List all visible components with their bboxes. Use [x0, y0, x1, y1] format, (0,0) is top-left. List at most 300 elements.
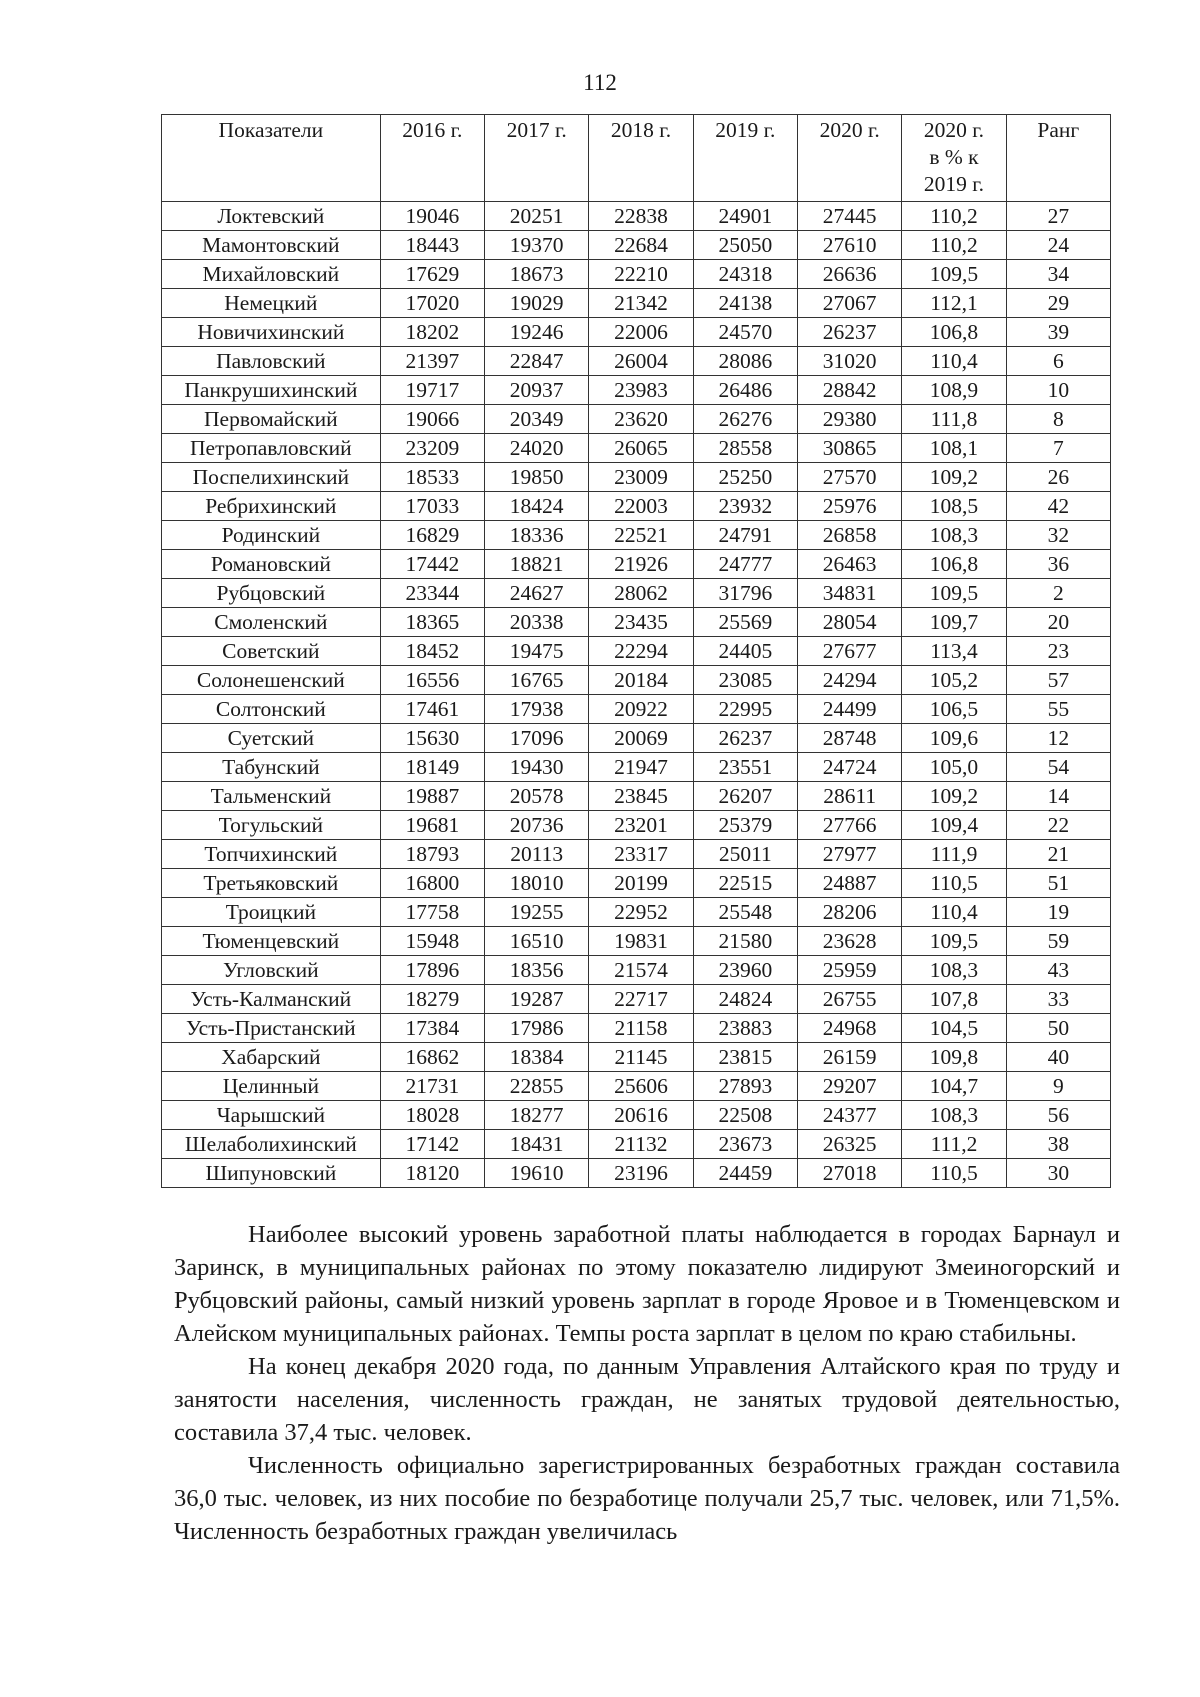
table-cell: 110,5 — [902, 869, 1006, 898]
table-row — [162, 289, 1111, 318]
district-name-cell: Солонешенский — [162, 666, 381, 695]
table-cell: 20616 — [589, 1101, 693, 1130]
table-cell: 24627 — [485, 579, 589, 608]
table-cell: 106,5 — [902, 695, 1006, 724]
table-cell: 55 — [1006, 695, 1110, 724]
paragraph: Наиболее высокий уровень заработной платы наблюдается в городах Барнаул и Заринск, в муниципальных районах по этому показателю лидируют Змеиногорский и Рубцовский районы, самый низкий уровень зарплат в городе Яровое и в Тюменцевском и Алейском муниципальных районах. Темпы роста зарплат в целом по краю стабильны. — [174, 1221, 1120, 1347]
table-cell: 24724 — [798, 753, 902, 782]
table-cell: 30865 — [798, 434, 902, 463]
table-cell: 22952 — [589, 898, 693, 927]
table-cell: 21 — [1006, 840, 1110, 869]
header-rank: Ранг — [1006, 115, 1110, 202]
district-name-cell: Шипуновский — [162, 1159, 381, 1188]
table-row — [162, 695, 1111, 724]
table-cell: 23960 — [693, 956, 797, 985]
table-cell: 24405 — [693, 637, 797, 666]
salary-table — [161, 114, 1111, 1188]
table-cell: 111,9 — [902, 840, 1006, 869]
table-cell: 26 — [1006, 463, 1110, 492]
district-name-cell: Троицкий — [162, 898, 381, 927]
table-cell: 23620 — [589, 405, 693, 434]
table-row — [162, 956, 1111, 985]
table-cell: 9 — [1006, 1072, 1110, 1101]
district-name-cell: Усть-Калманский — [162, 985, 381, 1014]
table-cell: 22508 — [693, 1101, 797, 1130]
table-cell: 24459 — [693, 1159, 797, 1188]
table-row — [162, 985, 1111, 1014]
table-cell: 27 — [1006, 202, 1110, 231]
header-indicator: Показатели — [162, 115, 381, 202]
table-cell: 31020 — [798, 347, 902, 376]
table-cell: 23932 — [693, 492, 797, 521]
table-cell: 16862 — [380, 1043, 484, 1072]
table-cell: 22847 — [485, 347, 589, 376]
table-cell: 109,5 — [902, 927, 1006, 956]
table-row — [162, 347, 1111, 376]
table-cell: 20199 — [589, 869, 693, 898]
table-cell: 108,5 — [902, 492, 1006, 521]
table-cell: 18384 — [485, 1043, 589, 1072]
table-cell: 33 — [1006, 985, 1110, 1014]
table-cell: 24499 — [798, 695, 902, 724]
table-cell: 26159 — [798, 1043, 902, 1072]
table-cell: 29380 — [798, 405, 902, 434]
table-row — [162, 608, 1111, 637]
table-cell: 18277 — [485, 1101, 589, 1130]
table-cell: 19287 — [485, 985, 589, 1014]
table-cell: 26486 — [693, 376, 797, 405]
district-name-cell: Табунский — [162, 753, 381, 782]
table-cell: 19246 — [485, 318, 589, 347]
table-cell: 20 — [1006, 608, 1110, 637]
table-cell: 19717 — [380, 376, 484, 405]
table-cell: 23883 — [693, 1014, 797, 1043]
table-cell: 18673 — [485, 260, 589, 289]
district-name-cell: Михайловский — [162, 260, 381, 289]
table-row — [162, 405, 1111, 434]
table-cell: 109,2 — [902, 463, 1006, 492]
table-cell: 38 — [1006, 1130, 1110, 1159]
district-name-cell: Хабарский — [162, 1043, 381, 1072]
table-cell: 26207 — [693, 782, 797, 811]
table-cell: 24777 — [693, 550, 797, 579]
table-cell: 22515 — [693, 869, 797, 898]
table-cell: 17758 — [380, 898, 484, 927]
table-cell: 56 — [1006, 1101, 1110, 1130]
district-name-cell: Ребрихинский — [162, 492, 381, 521]
table-cell: 30 — [1006, 1159, 1110, 1188]
table-cell: 25548 — [693, 898, 797, 927]
table-cell: 17442 — [380, 550, 484, 579]
table-cell: 19370 — [485, 231, 589, 260]
table-cell: 24138 — [693, 289, 797, 318]
table-cell: 111,8 — [902, 405, 1006, 434]
table-cell: 22684 — [589, 231, 693, 260]
table-cell: 19046 — [380, 202, 484, 231]
table-cell: 25569 — [693, 608, 797, 637]
table-cell: 17938 — [485, 695, 589, 724]
table-cell: 15630 — [380, 724, 484, 753]
table-cell: 19475 — [485, 637, 589, 666]
table-cell: 20113 — [485, 840, 589, 869]
table-cell: 19610 — [485, 1159, 589, 1188]
table-cell: 108,3 — [902, 956, 1006, 985]
table-cell: 18279 — [380, 985, 484, 1014]
table-cell: 26858 — [798, 521, 902, 550]
table-cell: 14 — [1006, 782, 1110, 811]
table-cell: 28206 — [798, 898, 902, 927]
table-cell: 29207 — [798, 1072, 902, 1101]
table-cell: 57 — [1006, 666, 1110, 695]
district-name-cell: Угловский — [162, 956, 381, 985]
table-cell: 27893 — [693, 1072, 797, 1101]
table-row — [162, 231, 1111, 260]
district-name-cell: Тюменцевский — [162, 927, 381, 956]
table-row — [162, 782, 1111, 811]
table-cell: 21145 — [589, 1043, 693, 1072]
table-row — [162, 463, 1111, 492]
table-cell: 23196 — [589, 1159, 693, 1188]
table-cell: 26755 — [798, 985, 902, 1014]
district-name-cell: Солтонский — [162, 695, 381, 724]
table-cell: 18028 — [380, 1101, 484, 1130]
table-cell: 17384 — [380, 1014, 484, 1043]
table-cell: 17461 — [380, 695, 484, 724]
table-row — [162, 753, 1111, 782]
table-cell: 19029 — [485, 289, 589, 318]
table-row — [162, 550, 1111, 579]
district-name-cell: Панкрушихинский — [162, 376, 381, 405]
table-cell: 26325 — [798, 1130, 902, 1159]
district-name-cell: Тальменский — [162, 782, 381, 811]
table-cell: 12 — [1006, 724, 1110, 753]
table-row — [162, 1101, 1111, 1130]
table-cell: 21926 — [589, 550, 693, 579]
table-row — [162, 927, 1111, 956]
table-cell: 22838 — [589, 202, 693, 231]
table-cell: 18010 — [485, 869, 589, 898]
table-header-row — [162, 115, 1111, 202]
table-body — [162, 202, 1111, 1188]
district-name-cell: Новичихинский — [162, 318, 381, 347]
table-cell: 26004 — [589, 347, 693, 376]
table-cell: 23983 — [589, 376, 693, 405]
table-cell: 25379 — [693, 811, 797, 840]
table-row — [162, 1130, 1111, 1159]
table-cell: 23085 — [693, 666, 797, 695]
table-row — [162, 666, 1111, 695]
table-row — [162, 1043, 1111, 1072]
table-cell: 27570 — [798, 463, 902, 492]
table-row — [162, 579, 1111, 608]
table-cell: 19681 — [380, 811, 484, 840]
table-cell: 18149 — [380, 753, 484, 782]
table-cell: 22521 — [589, 521, 693, 550]
table-cell: 19430 — [485, 753, 589, 782]
table-cell: 110,2 — [902, 231, 1006, 260]
district-name-cell: Первомайский — [162, 405, 381, 434]
table-cell: 27766 — [798, 811, 902, 840]
table-row — [162, 1159, 1111, 1188]
table-cell: 109,7 — [902, 608, 1006, 637]
table-cell: 28086 — [693, 347, 797, 376]
table-cell: 17986 — [485, 1014, 589, 1043]
table-row — [162, 492, 1111, 521]
table-cell: 108,9 — [902, 376, 1006, 405]
table-cell: 17020 — [380, 289, 484, 318]
table-row — [162, 1072, 1111, 1101]
table-cell: 28062 — [589, 579, 693, 608]
table-cell: 15948 — [380, 927, 484, 956]
table-cell: 22855 — [485, 1072, 589, 1101]
table-cell: 16829 — [380, 521, 484, 550]
table-cell: 105,0 — [902, 753, 1006, 782]
table-cell: 31796 — [693, 579, 797, 608]
table-cell: 22210 — [589, 260, 693, 289]
table-cell: 26237 — [693, 724, 797, 753]
table-cell: 19831 — [589, 927, 693, 956]
table-cell: 24020 — [485, 434, 589, 463]
district-name-cell: Целинный — [162, 1072, 381, 1101]
table-cell: 25976 — [798, 492, 902, 521]
table-cell: 24570 — [693, 318, 797, 347]
district-name-cell: Родинский — [162, 521, 381, 550]
table-cell: 21580 — [693, 927, 797, 956]
table-cell: 21731 — [380, 1072, 484, 1101]
table-cell: 23628 — [798, 927, 902, 956]
table-cell: 16556 — [380, 666, 484, 695]
table-cell: 20251 — [485, 202, 589, 231]
table-cell: 20736 — [485, 811, 589, 840]
table-cell: 59 — [1006, 927, 1110, 956]
table-cell: 20069 — [589, 724, 693, 753]
table-cell: 24318 — [693, 260, 797, 289]
table-cell: 23435 — [589, 608, 693, 637]
table-cell: 19887 — [380, 782, 484, 811]
table-cell: 43 — [1006, 956, 1110, 985]
table-cell: 24294 — [798, 666, 902, 695]
district-name-cell: Топчихинский — [162, 840, 381, 869]
table-cell: 28558 — [693, 434, 797, 463]
table-cell: 110,5 — [902, 1159, 1006, 1188]
table-cell: 20922 — [589, 695, 693, 724]
table-cell: 18452 — [380, 637, 484, 666]
table-cell: 19066 — [380, 405, 484, 434]
table-cell: 109,5 — [902, 579, 1006, 608]
table-cell: 113,4 — [902, 637, 1006, 666]
table-cell: 22717 — [589, 985, 693, 1014]
table-cell: 21132 — [589, 1130, 693, 1159]
header-2018: 2018 г. — [589, 115, 693, 202]
table-cell: 20184 — [589, 666, 693, 695]
table-cell: 16510 — [485, 927, 589, 956]
table-cell: 17033 — [380, 492, 484, 521]
table-cell: 28748 — [798, 724, 902, 753]
table-cell: 27067 — [798, 289, 902, 318]
table-cell: 23009 — [589, 463, 693, 492]
table-cell: 21342 — [589, 289, 693, 318]
district-name-cell: Третьяковский — [162, 869, 381, 898]
table-cell: 21397 — [380, 347, 484, 376]
header-2019: 2019 г. — [693, 115, 797, 202]
table-cell: 27977 — [798, 840, 902, 869]
table-cell: 8 — [1006, 405, 1110, 434]
table-cell: 25959 — [798, 956, 902, 985]
table-cell: 109,2 — [902, 782, 1006, 811]
district-name-cell: Поспелихинский — [162, 463, 381, 492]
table-cell: 28842 — [798, 376, 902, 405]
table-cell: 29 — [1006, 289, 1110, 318]
table-cell: 109,6 — [902, 724, 1006, 753]
district-name-cell: Петропавловский — [162, 434, 381, 463]
table-cell: 23815 — [693, 1043, 797, 1072]
table-cell: 106,8 — [902, 550, 1006, 579]
table-cell: 26276 — [693, 405, 797, 434]
table-cell: 23344 — [380, 579, 484, 608]
table-cell: 21158 — [589, 1014, 693, 1043]
table-row — [162, 260, 1111, 289]
table-cell: 24901 — [693, 202, 797, 231]
table-cell: 112,1 — [902, 289, 1006, 318]
table-cell: 27610 — [798, 231, 902, 260]
table-cell: 28054 — [798, 608, 902, 637]
table-cell: 28611 — [798, 782, 902, 811]
table-cell: 18356 — [485, 956, 589, 985]
header-2016: 2016 г. — [380, 115, 484, 202]
table-cell: 22003 — [589, 492, 693, 521]
district-name-cell: Суетский — [162, 724, 381, 753]
table-cell: 23845 — [589, 782, 693, 811]
table-cell: 27445 — [798, 202, 902, 231]
table-cell: 22995 — [693, 695, 797, 724]
table-cell: 19255 — [485, 898, 589, 927]
district-name-cell: Локтевский — [162, 202, 381, 231]
table-cell: 25011 — [693, 840, 797, 869]
table-cell: 23 — [1006, 637, 1110, 666]
table-cell: 25050 — [693, 231, 797, 260]
table-cell: 23209 — [380, 434, 484, 463]
table-cell: 108,3 — [902, 1101, 1006, 1130]
table-cell: 18533 — [380, 463, 484, 492]
table-cell: 34831 — [798, 579, 902, 608]
table-row — [162, 1014, 1111, 1043]
table-cell: 51 — [1006, 869, 1110, 898]
table-cell: 10 — [1006, 376, 1110, 405]
table-cell: 27018 — [798, 1159, 902, 1188]
header-2020-percent-of-2019: 2020 г. в % к 2019 г. — [902, 115, 1006, 202]
table-cell: 23673 — [693, 1130, 797, 1159]
table-row — [162, 869, 1111, 898]
table-cell: 27677 — [798, 637, 902, 666]
table-cell: 108,1 — [902, 434, 1006, 463]
table-cell: 18821 — [485, 550, 589, 579]
table-row — [162, 434, 1111, 463]
header-2020: 2020 г. — [798, 115, 902, 202]
table-row — [162, 637, 1111, 666]
district-name-cell: Рубцовский — [162, 579, 381, 608]
table-cell: 20338 — [485, 608, 589, 637]
page-number: 112 — [583, 70, 617, 95]
paragraph: На конец декабря 2020 года, по данным Управления Алтайского края по труду и занятости населения, численность граждан, не занятых трудовой деятельностью, составила 37,4 тыс. человек. — [174, 1353, 1120, 1446]
table-cell: 24968 — [798, 1014, 902, 1043]
table-cell: 109,8 — [902, 1043, 1006, 1072]
table-cell: 22 — [1006, 811, 1110, 840]
table-row — [162, 811, 1111, 840]
table-cell: 104,7 — [902, 1072, 1006, 1101]
table-cell: 106,8 — [902, 318, 1006, 347]
table-cell: 21574 — [589, 956, 693, 985]
district-name-cell: Павловский — [162, 347, 381, 376]
table-cell: 21947 — [589, 753, 693, 782]
table-cell: 24887 — [798, 869, 902, 898]
table-cell: 50 — [1006, 1014, 1110, 1043]
table-cell: 24377 — [798, 1101, 902, 1130]
table-cell: 18443 — [380, 231, 484, 260]
table-cell: 26463 — [798, 550, 902, 579]
table-cell: 25606 — [589, 1072, 693, 1101]
table-row — [162, 724, 1111, 753]
table-cell: 18365 — [380, 608, 484, 637]
table-cell: 108,3 — [902, 521, 1006, 550]
table-cell: 22294 — [589, 637, 693, 666]
table-cell: 109,4 — [902, 811, 1006, 840]
table-cell: 26237 — [798, 318, 902, 347]
table-cell: 24 — [1006, 231, 1110, 260]
table-cell: 16765 — [485, 666, 589, 695]
table-cell: 34 — [1006, 260, 1110, 289]
table-cell: 22006 — [589, 318, 693, 347]
table-cell: 18202 — [380, 318, 484, 347]
table-cell: 107,8 — [902, 985, 1006, 1014]
table-cell: 109,5 — [902, 260, 1006, 289]
table-row — [162, 840, 1111, 869]
table-cell: 42 — [1006, 492, 1110, 521]
district-name-cell: Усть-Пристанский — [162, 1014, 381, 1043]
table-cell: 32 — [1006, 521, 1110, 550]
table-cell: 20937 — [485, 376, 589, 405]
district-name-cell: Мамонтовский — [162, 231, 381, 260]
district-name-cell: Советский — [162, 637, 381, 666]
district-name-cell: Тогульский — [162, 811, 381, 840]
district-name-cell: Немецкий — [162, 289, 381, 318]
table-cell: 23317 — [589, 840, 693, 869]
table-cell: 40 — [1006, 1043, 1110, 1072]
table-cell: 18431 — [485, 1130, 589, 1159]
table-cell: 36 — [1006, 550, 1110, 579]
paragraph: Численность официально зарегистрированных безработных граждан составила 36,0 тыс. человек, из них пособие по безработице получали 25,7 тыс. человек, или 71,5%. Численность безработных граждан увеличилась — [174, 1452, 1120, 1545]
table-row — [162, 202, 1111, 231]
table-cell: 26065 — [589, 434, 693, 463]
table-cell: 19 — [1006, 898, 1110, 927]
table-cell: 18336 — [485, 521, 589, 550]
table-cell: 110,4 — [902, 898, 1006, 927]
body-text — [174, 1218, 1120, 1548]
table-cell: 18120 — [380, 1159, 484, 1188]
district-name-cell: Шелаболихинский — [162, 1130, 381, 1159]
district-name-cell: Романовский — [162, 550, 381, 579]
table-cell: 23201 — [589, 811, 693, 840]
table-cell: 17142 — [380, 1130, 484, 1159]
table-cell: 39 — [1006, 318, 1110, 347]
table-cell: 16800 — [380, 869, 484, 898]
table-cell: 23551 — [693, 753, 797, 782]
table-cell: 17629 — [380, 260, 484, 289]
table-cell: 26636 — [798, 260, 902, 289]
table-cell: 54 — [1006, 753, 1110, 782]
table-cell: 7 — [1006, 434, 1110, 463]
table-row — [162, 376, 1111, 405]
table-cell: 17896 — [380, 956, 484, 985]
